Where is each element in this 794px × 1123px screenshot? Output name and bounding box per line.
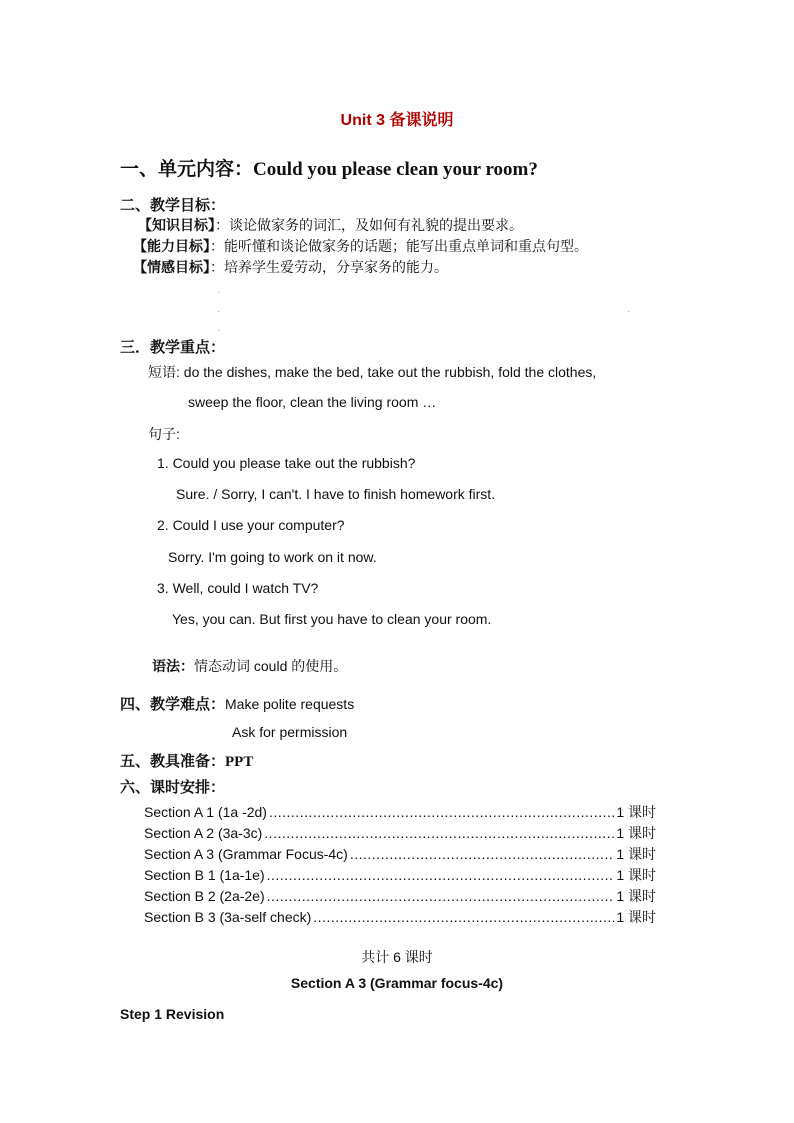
phrases-text: do the dishes, make the bed, take out the rubbish, fold the clothes,	[183, 364, 597, 380]
teaching-goals-heading: 二、教学目标：	[120, 198, 226, 214]
schedule-value: 1 课时	[616, 888, 656, 904]
goal-tag: 【能力目标】	[133, 238, 210, 254]
phrases-line-1	[148, 362, 596, 382]
schedule-row	[144, 907, 656, 927]
sentence-3: 3. Well, could I watch TV?	[157, 580, 319, 596]
unit-content-heading	[120, 154, 538, 181]
sentences-label: 句子:	[148, 426, 180, 442]
goal-text: ：培养学生爱劳动，分享家务的能力。	[210, 259, 448, 275]
schedule-label: Section A 1 (1a -2d)	[144, 804, 267, 820]
schedule-value: 1 课时	[616, 909, 656, 925]
schedule-label: Section A 2 (3a-3c)	[144, 825, 263, 841]
materials-line	[120, 750, 253, 771]
schedule-row	[144, 823, 656, 843]
stray-dot: ·	[217, 306, 221, 317]
schedule-label: Section B 2 (2a-2e)	[144, 888, 265, 904]
schedule-value: 1 课时	[616, 867, 656, 883]
sentence-2: 2. Could I use your computer?	[157, 517, 345, 533]
phrases-line-2: sweep the floor, clean the living room …	[188, 394, 437, 410]
sentence-2-answer: Sorry. I'm going to work on it now.	[168, 549, 377, 565]
schedule-value: 1 课时	[616, 846, 656, 862]
schedule-row	[144, 844, 656, 864]
stray-dot: ·	[217, 287, 221, 298]
grammar-line	[152, 656, 347, 676]
sentence-1: 1. Could you please take out the rubbish?	[157, 455, 416, 471]
dot-leader	[269, 804, 614, 820]
goal-tag: 【知识目标】	[138, 217, 215, 233]
schedule-label: Section B 3 (3a-self check)	[144, 909, 312, 925]
sentence-1-answer: Sure. / Sorry, I can't. I have to finish homework first.	[176, 486, 496, 502]
difficulties-text-2: Ask for permission	[232, 724, 348, 740]
dot-leader	[264, 825, 614, 841]
unit-content-label: 一、单元内容：	[120, 159, 254, 180]
schedule-value: 1 课时	[616, 804, 656, 820]
key-points-heading: 三．教学重点：	[120, 340, 226, 356]
goal-tag: 【情感目标】	[133, 259, 210, 275]
goal-ability	[133, 236, 588, 256]
schedule-row	[144, 865, 656, 885]
materials-value: PPT	[225, 754, 254, 770]
schedule-label: Section A 3 (Grammar Focus-4c)	[144, 846, 348, 862]
phrases-label: 短语:	[148, 364, 180, 380]
lesson-title: Section A 3 (Grammar focus-4c)	[290, 975, 504, 991]
materials-label: 五、教具准备：	[120, 754, 226, 770]
goal-knowledge	[138, 215, 523, 235]
unit-content-value: Could you please clean your room?	[253, 159, 538, 180]
grammar-text: 情态动词 could 的使用。	[194, 658, 348, 674]
page-title: Unit 3 备课说明	[340, 112, 454, 129]
schedule-label: Section B 1 (1a-1e)	[144, 867, 265, 883]
goal-text: ：谈论做家务的词汇，及如何有礼貌的提出要求。	[215, 217, 523, 233]
dot-leader	[267, 867, 615, 883]
difficulties-line	[120, 693, 354, 714]
schedule-heading: 六、课时安排：	[120, 780, 226, 796]
dot-leader	[267, 888, 615, 904]
goal-emotion	[133, 257, 448, 277]
difficulties-text-1: Make polite requests	[225, 696, 355, 712]
stray-dot: ·	[627, 306, 631, 317]
goal-text: ：能听懂和谈论做家务的话题；能写出重点单词和重点句型。	[210, 238, 588, 254]
sentence-3-answer: Yes, you can. But first you have to clean your room.	[172, 611, 492, 627]
schedule-row	[144, 886, 656, 906]
stray-dot: ·	[217, 325, 221, 336]
schedule-value: 1 课时	[616, 825, 656, 841]
total-hours: 共计 6 课时	[361, 949, 433, 965]
step-1-heading: Step 1 Revision	[120, 1006, 225, 1022]
schedule-row	[144, 802, 656, 822]
grammar-label: 语法：	[152, 658, 194, 674]
dot-leader	[313, 909, 614, 925]
difficulties-label: 四、教学难点：	[120, 697, 226, 713]
dot-leader	[350, 846, 614, 862]
